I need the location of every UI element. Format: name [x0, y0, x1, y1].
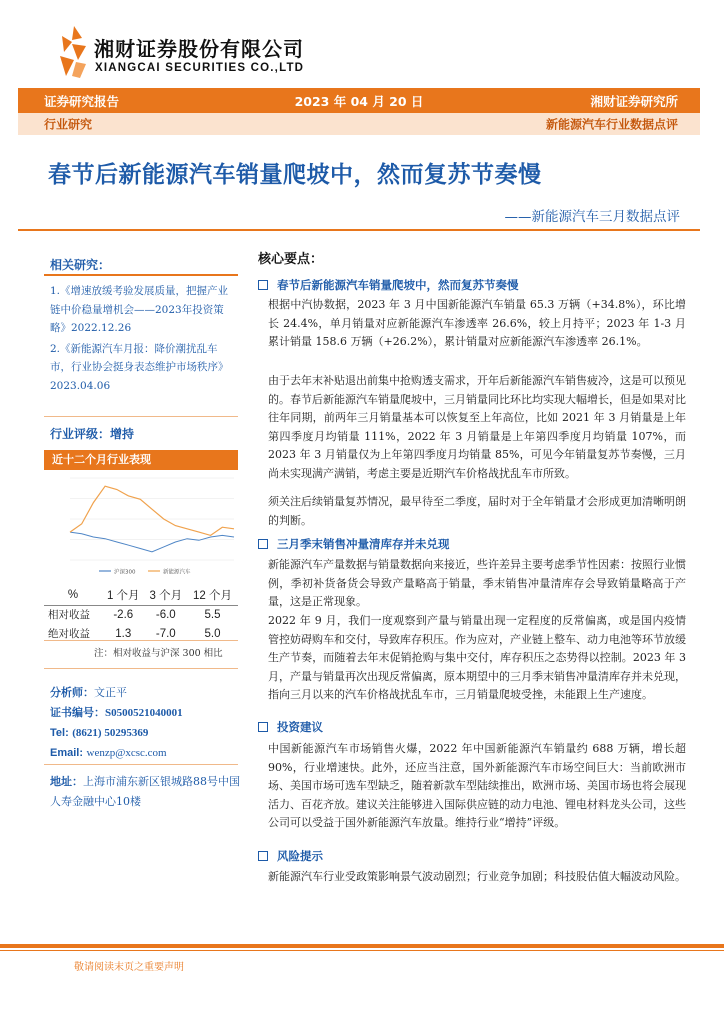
cert-number: S0500521040001 [105, 707, 183, 719]
related-research-heading: 相关研究： [50, 258, 111, 272]
table-header-cell: 1 个月 [102, 586, 145, 605]
email-link[interactable]: wenzp@xcsc.com [86, 747, 167, 759]
footer-divider-thin [0, 950, 724, 951]
table-header-cell: 12 个月 [187, 586, 238, 605]
institute-name: 湘财证券研究所 [590, 93, 678, 109]
cert-label: 证书编号： [50, 706, 105, 719]
table-divider [44, 640, 238, 641]
tel-number: (8621) 50295369 [72, 727, 149, 739]
analyst-divider [44, 668, 238, 669]
table-cell: 5.5 [204, 608, 221, 621]
related-divider [44, 274, 238, 276]
footer-divider [0, 944, 724, 948]
company-logo-icon [58, 26, 88, 78]
analyst-name: 文正平 [94, 686, 127, 699]
paragraph: 新能源汽车产量数据与销量数据向来接近，些许差异主要考虑季节性因素：按照行业惯例，季初补货备货会导致产量略高于销量，季末销售冲量清库存会导致销量略高于产量，这是正常现象。 [268, 558, 686, 609]
address-text: 上海市浦东新区银城路88号中国人寿金融中心10楼 [50, 775, 240, 808]
industry-performance-chart [44, 472, 238, 582]
company-name-cn: 湘财证券股份有限公司 [94, 37, 304, 61]
table-cell: -6.0 [155, 608, 176, 621]
related-item[interactable]: 1.《增速放缓考验发展质量，把握产业链中价稳量增机会——2023年投资策略》2022.12.26 [50, 285, 229, 334]
table-cell: 5.0 [204, 627, 221, 640]
title-divider [18, 229, 700, 231]
legend-label-nev: 新能源汽车 [163, 569, 191, 576]
report-series: 新能源汽车行业数据点评 [545, 117, 678, 132]
table-note: 注：相对收益与沪深 300 相比 [94, 648, 223, 659]
table-cell: -2.6 [113, 608, 134, 621]
row-label: 相对收益 [48, 609, 90, 622]
paragraph: 根据中汽协数据，2023 年 3 月中国新能源汽车销量 65.3 万辆（+34.8%），环比增长 24.4%，单月销量对应新能源汽车渗透率 26.6%，较上月持平；2023 年 1-3 月累计销量 158.6 万辆（+26.2%），累计销量对应新能源汽车渗透率 26.1%。 [268, 298, 686, 349]
section-heading-4: 风险提示 [258, 848, 323, 864]
paragraph: 新能源汽车行业受政策影响景气波动剧烈；行业竞争加剧；科技股估值大幅波动风险。 [268, 870, 686, 883]
footer-disclaimer[interactable]: 敬请阅读末页之重要声明 [74, 962, 184, 973]
address-block [50, 772, 245, 812]
legend-label-hs300: 沪深300 [114, 569, 136, 576]
page-title: 春节后新能源汽车销量爬坡中，然而复苏节奏慢 [48, 162, 542, 188]
section-heading-2: 三月季末销售冲量清库存并未兑现 [258, 536, 450, 552]
table-cell: -7.0 [155, 627, 176, 640]
performance-table [44, 586, 238, 643]
report-type: 证券研究报告 [44, 93, 120, 109]
analyst-label: 分析师： [50, 686, 94, 699]
table-header-cell: 3 个月 [145, 586, 188, 605]
email-label: Email: [50, 747, 84, 759]
table-header-row [44, 586, 238, 605]
table-row [44, 605, 238, 624]
table-header-cell: % [44, 586, 102, 605]
header-bar-primary [18, 88, 700, 113]
related-research-list [50, 282, 235, 397]
report-date: 2023 年 04 月 20 日 [294, 93, 424, 109]
section-heading-1: 春节后新能源汽车销量爬坡中，然而复苏节奏慢 [258, 277, 519, 293]
industry-rating: 行业评级：增持 [50, 427, 135, 441]
header-bar-secondary [18, 113, 700, 135]
analyst-block [50, 683, 183, 763]
address-divider [44, 764, 238, 765]
section-heading-3: 投资建议 [258, 719, 323, 735]
checkbox-bullet-icon [258, 851, 268, 861]
paragraph: 由于去年末补贴退出前集中抢购透支需求，开年后新能源汽车销售疲冷，这是可以预见的。春节后新能源汽车销量爬坡中，三月销量同比环比均实现大幅增长，但是如果对比往年同期，前两年三月销量基本可以恢复至上年高位，比如 2021 年 3 月销量是上年第四季度月均销量 111%，2022 年 3 月销量是上年第四季度月均销量 107%，而 2023 年 3 月销量仅为上年第四季度月均销量 85%，可见今年销量复苏节奏慢，三月尚未实现满产满销，考虑主要是近期汽车价格战扰乱车市所致。 [268, 374, 686, 480]
checkbox-bullet-icon [258, 722, 268, 732]
series-line-nev [70, 486, 234, 535]
paragraph: 2022 年 9 月，我们一度观察到产量与销量出现一定程度的反常偏离，或是国内疫情管控妨碍购车和交付，导致库存积压。作为应对，产业链上整车、动力电池等环节放缓生产节奏，而随着去年末促销抢购与集中交付，库存积压之态势得以控制。2023 年 3 月，产量与销量再次出现反常偏离，原本期望中的三月季末销售冲量清库存并未兑现，指向三月以来的汽车价格战扰乱车市，三月销量爬坡受挫，未能跟上生产速度。 [268, 614, 686, 702]
rating-divider-top [44, 416, 238, 417]
tel-label: Tel: [50, 727, 69, 739]
core-points-heading: 核心要点： [258, 252, 324, 267]
related-item[interactable]: 2.《新能源汽车月报：降价潮扰乱车市，行业协会挺身表态维护市场秩序》2023.04.06 [50, 342, 229, 392]
checkbox-bullet-icon [258, 280, 268, 290]
address-label: 地址： [50, 775, 83, 788]
row-label: 绝对收益 [48, 628, 90, 640]
table-cell: 1.3 [115, 627, 132, 640]
report-category: 行业研究 [44, 117, 93, 132]
checkbox-bullet-icon [258, 539, 268, 549]
paragraph: 须关注后续销量复苏情况，最早待至二季度，届时对于全年销量才会形成更加清晰明朗的判断。 [268, 495, 686, 527]
chart-title: 近十二个月行业表现 [44, 450, 238, 470]
page-subtitle: ——新能源汽车三月数据点评 [504, 209, 680, 225]
company-name-en: XIANGCAI SECURITIES CO.,LTD [95, 62, 305, 74]
paragraph: 中国新能源汽车市场销售火爆，2022 年中国新能源汽车销量约 688 万辆，增长超 90%，行业增速快。此外，还应当注意，国外新能源汽车市场空间巨大：当前欧洲市场、美国市场可选车型缺乏，随着新款车型陆续推出，欧洲市场、美国市场也将会展现活力、百花齐放。建议关注能够进入国际供应链的动力电池、锂电材料龙头公司，这些公司可以受益于国外新能源汽车放量。维持行业“增持”评级。 [268, 742, 686, 830]
